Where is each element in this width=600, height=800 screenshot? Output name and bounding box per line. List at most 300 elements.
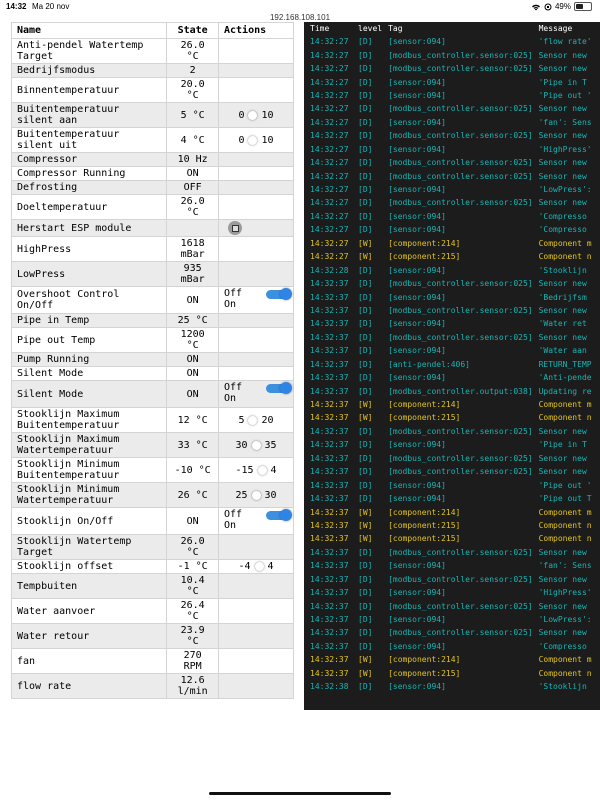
entity-actions: [219, 574, 294, 599]
entity-actions: [219, 314, 294, 328]
battery-percent: 49%: [554, 2, 571, 11]
log-message: 'fan': Sens: [538, 561, 592, 571]
slider-thumb[interactable]: [248, 136, 257, 145]
log-row: [304, 129, 600, 142]
log-message: Sensor new: [538, 198, 587, 208]
log-header-row: [304, 22, 600, 35]
log-row: [304, 653, 600, 666]
log-row: [304, 263, 600, 276]
header-state: State: [167, 23, 219, 39]
log-message: 'Compresso: [538, 641, 587, 651]
entity-state: ON: [167, 353, 219, 367]
toggle-control[interactable]: [224, 288, 288, 312]
toggle-off-label: Off: [224, 382, 243, 393]
entity-actions: [219, 103, 294, 128]
entity-actions: [219, 353, 294, 367]
entity-name: Pipe out Temp: [12, 328, 167, 353]
log-level: [D]: [358, 305, 373, 315]
log-level: [D]: [358, 682, 373, 692]
log-tag: [sensor:094]: [388, 641, 446, 651]
log-row: [304, 35, 600, 48]
entity-name: Silent Mode: [12, 381, 167, 408]
log-time: 14:32:37: [310, 319, 349, 329]
square-icon: [232, 225, 239, 232]
log-time: 14:32:27: [310, 185, 349, 195]
log-row: [304, 438, 600, 451]
log-time: 14:32:37: [310, 641, 349, 651]
log-level: [D]: [358, 144, 373, 154]
log-level: [D]: [358, 77, 373, 87]
toggle-knob: [280, 509, 292, 521]
log-message: Component n: [538, 534, 592, 544]
log-time: 14:32:27: [310, 238, 349, 248]
orientation-lock-icon: [544, 3, 552, 11]
log-level: [W]: [358, 400, 373, 410]
log-time: 14:32:37: [310, 628, 349, 638]
log-message: 'Pipe in T: [538, 440, 587, 450]
log-time: 14:32:27: [310, 144, 349, 154]
entity-state: 10 Hz: [167, 153, 219, 167]
slider-thumb[interactable]: [252, 441, 261, 450]
range-slider[interactable]: [224, 415, 288, 426]
log-time: 14:32:27: [310, 50, 349, 60]
log-row: [304, 143, 600, 156]
log-message: 'HighPress': [538, 588, 592, 598]
slider-thumb[interactable]: [252, 491, 261, 500]
log-level: [D]: [358, 601, 373, 611]
toggle-knob: [280, 382, 292, 394]
log-tag: [sensor:094]: [388, 211, 446, 221]
log-level: [D]: [358, 158, 373, 168]
entity-state: 26.0 °C: [167, 39, 219, 64]
log-message: Sensor new: [538, 332, 587, 342]
press-button[interactable]: [228, 221, 242, 235]
log-message: Sensor new: [538, 279, 587, 289]
log-time: 14:32:37: [310, 426, 349, 436]
log-level: [D]: [358, 453, 373, 463]
log-tag: [sensor:094]: [388, 588, 446, 598]
states-table: [11, 22, 294, 699]
log-level: [D]: [358, 440, 373, 450]
entity-actions: [219, 64, 294, 78]
entity-actions: [219, 181, 294, 195]
log-tag: [sensor:094]: [388, 682, 446, 692]
log-time: 14:32:37: [310, 440, 349, 450]
range-min: 0: [238, 134, 245, 146]
log-level: [D]: [358, 319, 373, 329]
log-tag: [modbus_controller.sensor:025]: [388, 198, 533, 208]
log-level: [D]: [358, 426, 373, 436]
entity-actions: [219, 483, 294, 508]
table-row: [12, 381, 294, 408]
log-tag: [component:215]: [388, 252, 461, 262]
log-row: [304, 546, 600, 559]
entity-actions: [219, 153, 294, 167]
entity-state: 12.6 l/min: [167, 674, 219, 699]
log-tag: [modbus_controller.sensor:025]: [388, 453, 533, 463]
log-time: 14:32:37: [310, 547, 349, 557]
home-indicator[interactable]: [209, 792, 391, 795]
table-row: [12, 103, 294, 128]
log-tag: [component:214]: [388, 655, 461, 665]
wifi-icon: [531, 3, 541, 11]
slider-thumb[interactable]: [255, 562, 264, 571]
log-message: 'Pipe out T: [538, 494, 592, 504]
slider-thumb[interactable]: [258, 466, 267, 475]
entity-name: Stooklijn Maximum Watertemperatuur: [12, 433, 167, 458]
entity-name: Anti-pendel Watertemp Target: [12, 39, 167, 64]
log-row: [304, 62, 600, 75]
log-time: 14:32:27: [310, 117, 349, 127]
log-tag: [sensor:094]: [388, 144, 446, 154]
log-level: [D]: [358, 37, 373, 47]
entity-state: 4 °C: [167, 128, 219, 153]
log-time: 14:32:37: [310, 359, 349, 369]
entity-state: 26.0 °C: [167, 195, 219, 220]
log-message: Sensor new: [538, 305, 587, 315]
table-row: [12, 128, 294, 153]
log-tag: [sensor:094]: [388, 265, 446, 275]
log-message: 'Stooklijn: [538, 682, 587, 692]
log-message: 'Water aan: [538, 346, 587, 356]
log-tag: [modbus_controller.sensor:025]: [388, 158, 533, 168]
log-time: 14:32:27: [310, 225, 349, 235]
log-message: 'LowPress':: [538, 185, 592, 195]
entity-name: Binnentemperatuur: [12, 78, 167, 103]
log-row: [304, 680, 600, 693]
entity-actions: [219, 367, 294, 381]
entity-actions: [219, 167, 294, 181]
entity-name: Pipe in Temp: [12, 314, 167, 328]
entity-state: ON: [167, 167, 219, 181]
log-level: [D]: [358, 359, 373, 369]
header-name: Name: [12, 23, 167, 39]
url-text: 192.168.108.101: [269, 13, 331, 22]
log-row: [304, 492, 600, 505]
log-message: Component n: [538, 413, 592, 423]
range-slider[interactable]: [224, 440, 288, 451]
log-level: [W]: [358, 668, 373, 678]
log-tag: [component:215]: [388, 668, 461, 678]
range-slider[interactable]: [224, 110, 288, 121]
log-message: Component m: [538, 238, 592, 248]
log-time: 14:32:37: [310, 279, 349, 289]
log-tag: [component:215]: [388, 520, 461, 530]
entity-actions: [219, 328, 294, 353]
log-time: 14:32:27: [310, 37, 349, 47]
table-row: [12, 367, 294, 381]
log-message: 'Stooklijn: [538, 265, 587, 275]
log-tag: [component:214]: [388, 238, 461, 248]
log-message: Sensor new: [538, 467, 587, 477]
log-tag: [sensor:094]: [388, 225, 446, 235]
log-header-level: level: [358, 24, 383, 33]
entity-actions: [219, 220, 294, 237]
log-message: 'Compresso: [538, 225, 587, 235]
log-row: [304, 331, 600, 344]
log-time: 14:32:37: [310, 534, 349, 544]
table-row: [12, 535, 294, 560]
entity-state: ON: [167, 381, 219, 408]
log-level: [D]: [358, 373, 373, 383]
log-message: 'Bedrijfsm: [538, 292, 587, 302]
entity-state: 25 °C: [167, 314, 219, 328]
log-row: [304, 667, 600, 680]
log-message: Sensor new: [538, 158, 587, 168]
table-row: [12, 649, 294, 674]
log-row: [304, 411, 600, 424]
slider-thumb[interactable]: [248, 111, 257, 120]
log-level: [D]: [358, 117, 373, 127]
log-time: 14:32:27: [310, 211, 349, 221]
log-tag: [sensor:094]: [388, 185, 446, 195]
log-level: [D]: [358, 561, 373, 571]
log-tag: [sensor:094]: [388, 77, 446, 87]
entity-actions: [219, 262, 294, 287]
log-row: [304, 169, 600, 182]
log-row: [304, 573, 600, 586]
log-time: 14:32:27: [310, 64, 349, 74]
log-level: [D]: [358, 90, 373, 100]
log-time: 14:32:37: [310, 561, 349, 571]
log-tag: [modbus_controller.sensor:025]: [388, 50, 533, 60]
log-tag: [sensor:094]: [388, 373, 446, 383]
slider-thumb[interactable]: [248, 416, 257, 425]
log-message: Sensor new: [538, 171, 587, 181]
toggle-switch[interactable]: [266, 290, 290, 299]
log-row: [304, 599, 600, 612]
log-time: 14:32:37: [310, 400, 349, 410]
log-message: Sensor new: [538, 601, 587, 611]
log-tag: [sensor:094]: [388, 561, 446, 571]
entity-name: Overshoot Control On/Off: [12, 287, 167, 314]
entity-state: 935 mBar: [167, 262, 219, 287]
log-tag: [modbus_controller.sensor:025]: [388, 467, 533, 477]
log-tag: [component:215]: [388, 413, 461, 423]
table-row: [12, 408, 294, 433]
entity-actions: [219, 237, 294, 262]
entity-state: -1 °C: [167, 560, 219, 574]
log-level: [W]: [358, 520, 373, 530]
log-tag: [modbus_controller.sensor:025]: [388, 64, 533, 74]
entity-name: Water aanvoer: [12, 599, 167, 624]
log-tag: [sensor:094]: [388, 440, 446, 450]
log-message: Sensor new: [538, 104, 587, 114]
entity-state: ON: [167, 508, 219, 535]
log-row: [304, 519, 600, 532]
log-time: 14:32:37: [310, 373, 349, 383]
log-time: 14:32:37: [310, 413, 349, 423]
log-message: Sensor new: [538, 574, 587, 584]
entity-name: Defrosting: [12, 181, 167, 195]
log-message: Component n: [538, 520, 592, 530]
log-time: 14:32:37: [310, 346, 349, 356]
log-message: 'LowPress':: [538, 615, 592, 625]
entity-name: Herstart ESP module: [12, 220, 167, 237]
log-header-message: Message: [538, 24, 573, 33]
entity-state: 26.0 °C: [167, 535, 219, 560]
range-max: 35: [264, 439, 277, 451]
log-level: [D]: [358, 225, 373, 235]
log-time: 14:32:37: [310, 601, 349, 611]
log-level: [D]: [358, 265, 373, 275]
log-level: [D]: [358, 641, 373, 651]
log-level: [W]: [358, 413, 373, 423]
entity-actions: [219, 195, 294, 220]
log-row: [304, 317, 600, 330]
log-level: [D]: [358, 211, 373, 221]
log-tag: [modbus_controller.sensor:025]: [388, 628, 533, 638]
battery-icon: [574, 2, 592, 11]
toggle-control[interactable]: [224, 509, 288, 533]
log-row: [304, 613, 600, 626]
log-tag: [modbus_controller.sensor:025]: [388, 104, 533, 114]
range-slider[interactable]: [224, 135, 288, 146]
table-row: [12, 433, 294, 458]
entity-name: Doeltemperatuur: [12, 195, 167, 220]
entity-name: Compressor: [12, 153, 167, 167]
log-time: 14:32:37: [310, 305, 349, 315]
log-row: [304, 425, 600, 438]
log-time: 14:32:27: [310, 171, 349, 181]
entity-name: Stooklijn On/Off: [12, 508, 167, 535]
entity-state: 270 RPM: [167, 649, 219, 674]
toggle-off-label: Off: [224, 288, 243, 299]
entity-actions: [219, 649, 294, 674]
entity-actions: [219, 458, 294, 483]
range-max: 10: [261, 134, 274, 146]
log-level: [D]: [358, 386, 373, 396]
range-slider[interactable]: [224, 465, 288, 476]
log-time: 14:32:37: [310, 467, 349, 477]
log-row: [304, 398, 600, 411]
log-tag: [sensor:094]: [388, 319, 446, 329]
log-message: 'fan': Sens: [538, 117, 592, 127]
table-row: [12, 483, 294, 508]
log-row: [304, 505, 600, 518]
range-min: -15: [235, 464, 254, 476]
log-level: [W]: [358, 655, 373, 665]
log-tag: [component:214]: [388, 400, 461, 410]
log-time: 14:32:37: [310, 588, 349, 598]
log-message: Component m: [538, 655, 592, 665]
entity-name: Bedrijfsmodus: [12, 64, 167, 78]
entity-state: 33 °C: [167, 433, 219, 458]
log-message: Sensor new: [538, 628, 587, 638]
log-message: Sensor new: [538, 50, 587, 60]
log-row: [304, 250, 600, 263]
log-row: [304, 75, 600, 88]
log-row: [304, 156, 600, 169]
table-row: [12, 153, 294, 167]
states-header-row: [12, 23, 294, 39]
log-tag: [modbus_controller.sensor:025]: [388, 131, 533, 141]
log-message: 'Compresso: [538, 211, 587, 221]
log-time: 14:32:27: [310, 131, 349, 141]
log-message: 'Pipe out ': [538, 480, 592, 490]
log-time: 14:32:27: [310, 77, 349, 87]
header-actions: Actions: [219, 23, 294, 39]
toggle-switch[interactable]: [266, 384, 290, 393]
log-row: [304, 640, 600, 653]
log-time: 14:32:37: [310, 574, 349, 584]
log-header-tag: Tag: [388, 24, 403, 33]
log-message: 'Pipe in T: [538, 77, 587, 87]
table-row: [12, 262, 294, 287]
log-tag: [sensor:094]: [388, 494, 446, 504]
log-message: Sensor new: [538, 426, 587, 436]
entity-name: Tempbuiten: [12, 574, 167, 599]
entity-state: ON: [167, 287, 219, 314]
log-time: 14:32:27: [310, 104, 349, 114]
log-level: [W]: [358, 252, 373, 262]
entity-actions: [219, 433, 294, 458]
log-row: [304, 237, 600, 250]
log-time: 14:32:37: [310, 480, 349, 490]
log-message: Sensor new: [538, 64, 587, 74]
entity-name: Compressor Running: [12, 167, 167, 181]
table-row: [12, 574, 294, 599]
log-tag: [modbus_controller.sensor:025]: [388, 601, 533, 611]
log-row: [304, 344, 600, 357]
toggle-control[interactable]: [224, 382, 288, 406]
table-row: [12, 237, 294, 262]
range-min: -4: [238, 561, 251, 572]
table-row: [12, 328, 294, 353]
entity-name: Pump Running: [12, 353, 167, 367]
log-level: [W]: [358, 534, 373, 544]
log-level: [D]: [358, 64, 373, 74]
entity-name: HighPress: [12, 237, 167, 262]
entity-actions: [219, 560, 294, 574]
log-row: [304, 559, 600, 572]
log-row: [304, 89, 600, 102]
range-max: 10: [261, 109, 274, 121]
log-tag: [sensor:094]: [388, 117, 446, 127]
log-tag: [sensor:094]: [388, 292, 446, 302]
entity-name: Water retour: [12, 624, 167, 649]
log-level: [D]: [358, 198, 373, 208]
table-row: [12, 674, 294, 699]
table-row: [12, 458, 294, 483]
range-slider[interactable]: [224, 490, 288, 501]
log-time: 14:32:27: [310, 158, 349, 168]
log-row: [304, 452, 600, 465]
table-row: [12, 167, 294, 181]
log-level: [W]: [358, 238, 373, 248]
entity-name: Silent Mode: [12, 367, 167, 381]
log-row: [304, 304, 600, 317]
log-tag: [modbus_controller.sensor:025]: [388, 279, 533, 289]
entity-state: 23.9 °C: [167, 624, 219, 649]
log-row: [304, 290, 600, 303]
toggle-switch[interactable]: [266, 511, 290, 520]
entity-actions: [219, 287, 294, 314]
log-time: 14:32:27: [310, 90, 349, 100]
table-row: [12, 181, 294, 195]
table-row: [12, 78, 294, 103]
log-level: [D]: [358, 50, 373, 60]
range-max: 30: [264, 489, 277, 501]
log-tag: [modbus_controller.sensor:025]: [388, 426, 533, 436]
log-panel[interactable]: [304, 22, 600, 710]
entity-state: ON: [167, 367, 219, 381]
entity-name: Buitentemperatuur silent aan: [12, 103, 167, 128]
range-slider[interactable]: [224, 561, 288, 572]
log-row: [304, 102, 600, 115]
table-row: [12, 353, 294, 367]
log-row: [304, 116, 600, 129]
